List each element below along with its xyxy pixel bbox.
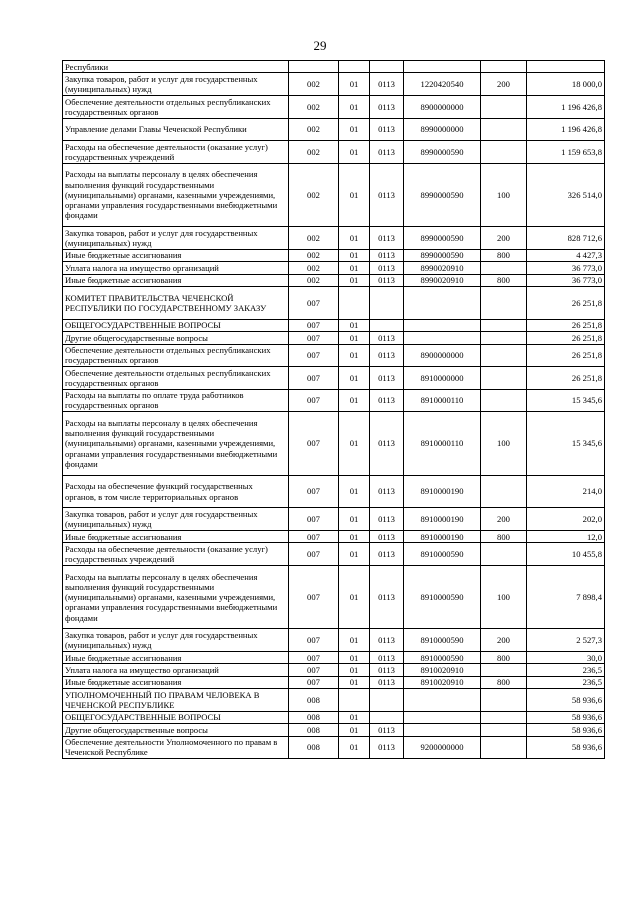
subsection-cell: 0113 (370, 141, 404, 164)
table-row (63, 61, 605, 73)
target-cell: 8910000190 (404, 508, 481, 531)
expense-type-cell (481, 689, 527, 712)
row-name-cell: ОБЩЕГОСУДАРСТВЕННЫЕ ВОПРОСЫ (63, 319, 289, 331)
table-row (63, 73, 605, 96)
sum-cell: 4 427,3 (527, 249, 605, 261)
table-row (63, 531, 605, 543)
table-row (63, 332, 605, 344)
table-row (63, 389, 605, 412)
expense-type-cell (481, 367, 527, 390)
target-cell: 8990000590 (404, 249, 481, 261)
ministry-cell: 007 (289, 543, 339, 566)
ministry-cell: 007 (289, 475, 339, 508)
expense-type-cell (481, 332, 527, 344)
table-row (63, 676, 605, 688)
row-name-cell: Расходы на обеспечение деятельности (оказание услуг) государственных учреждений (63, 543, 289, 566)
target-cell: 8910000590 (404, 629, 481, 652)
table-row (63, 629, 605, 652)
ministry-cell: 007 (289, 412, 339, 475)
section-cell: 01 (339, 736, 370, 759)
section-cell: 01 (339, 367, 370, 390)
subsection-cell: 0113 (370, 736, 404, 759)
subsection-cell: 0113 (370, 412, 404, 475)
target-cell (404, 332, 481, 344)
row-name-cell: Иные бюджетные ассигнования (63, 676, 289, 688)
section-cell: 01 (339, 412, 370, 475)
subsection-cell: 0113 (370, 367, 404, 390)
ministry-cell: 007 (289, 664, 339, 676)
page-number: 29 (313, 38, 327, 53)
row-name-cell: Расходы на выплаты персоналу в целях обеспечения выполнения функций государственными (муниципальными) органами, казенными учреждениями, органами управления государственными внебюджетными фондами (63, 566, 289, 629)
table-row (63, 475, 605, 508)
subsection-cell: 0113 (370, 531, 404, 543)
section-cell: 01 (339, 118, 370, 141)
ministry-cell: 002 (289, 163, 339, 226)
ministry-cell: 002 (289, 249, 339, 261)
expense-type-cell (481, 543, 527, 566)
target-cell (404, 319, 481, 331)
sum-cell: 1 196 426,8 (527, 95, 605, 118)
table-row (63, 566, 605, 629)
target-cell: 8910000190 (404, 531, 481, 543)
sum-cell: 1 159 653,8 (527, 141, 605, 164)
target-cell: 8910000590 (404, 543, 481, 566)
expense-type-cell: 800 (481, 531, 527, 543)
table-row (63, 163, 605, 226)
section-cell: 01 (339, 249, 370, 261)
sum-cell: 26 251,8 (527, 319, 605, 331)
target-cell: 8910000590 (404, 652, 481, 664)
ministry-cell: 008 (289, 689, 339, 712)
sum-cell: 1 196 426,8 (527, 118, 605, 141)
row-name-cell: ОБЩЕГОСУДАРСТВЕННЫЕ ВОПРОСЫ (63, 711, 289, 723)
ministry-cell: 008 (289, 724, 339, 736)
sum-cell: 214,0 (527, 475, 605, 508)
row-name-cell: Расходы на выплаты персоналу в целях обеспечения выполнения функций государственными (муниципальными) органами, казенными учреждениями, органами управления государственными внебюджетными фондами (63, 163, 289, 226)
table-row (63, 319, 605, 331)
row-name-cell: Иные бюджетные ассигнования (63, 249, 289, 261)
table-row (63, 118, 605, 141)
table-row (63, 652, 605, 664)
sum-cell: 36 773,0 (527, 274, 605, 286)
target-cell (404, 711, 481, 723)
ministry-cell: 007 (289, 676, 339, 688)
ministry-cell: 002 (289, 95, 339, 118)
sum-cell: 12,0 (527, 531, 605, 543)
subsection-cell: 0113 (370, 389, 404, 412)
sum-cell: 58 936,6 (527, 724, 605, 736)
expense-type-cell (481, 95, 527, 118)
table-row (63, 508, 605, 531)
row-name-cell: Иные бюджетные ассигнования (63, 531, 289, 543)
row-name-cell: Закупка товаров, работ и услуг для государственных (муниципальных) нужд (63, 227, 289, 250)
ministry-cell: 007 (289, 332, 339, 344)
ministry-cell (289, 61, 339, 73)
row-name-cell: Иные бюджетные ассигнования (63, 652, 289, 664)
ministry-cell: 007 (289, 566, 339, 629)
target-cell: 8900000000 (404, 344, 481, 367)
expense-type-cell (481, 286, 527, 319)
target-cell: 8910000190 (404, 475, 481, 508)
expense-type-cell: 100 (481, 566, 527, 629)
budget-table-body (63, 61, 605, 759)
target-cell: 8990000590 (404, 227, 481, 250)
table-row (63, 286, 605, 319)
expense-type-cell: 800 (481, 652, 527, 664)
section-cell (339, 286, 370, 319)
row-name-cell: Обеспечение деятельности отдельных республиканских государственных органов (63, 95, 289, 118)
row-name-cell: Республики (63, 61, 289, 73)
subsection-cell: 0113 (370, 118, 404, 141)
sum-cell: 10 455,8 (527, 543, 605, 566)
table-row (63, 664, 605, 676)
ministry-cell: 007 (289, 319, 339, 331)
sum-cell: 15 345,6 (527, 412, 605, 475)
subsection-cell: 0113 (370, 566, 404, 629)
subsection-cell: 0113 (370, 332, 404, 344)
section-cell: 01 (339, 163, 370, 226)
row-name-cell: УПОЛНОМОЧЕННЫЙ ПО ПРАВАМ ЧЕЛОВЕКА В ЧЕЧЕНСКОЙ РЕСПУБЛИКЕ (63, 689, 289, 712)
subsection-cell: 0113 (370, 676, 404, 688)
sum-cell: 7 898,4 (527, 566, 605, 629)
subsection-cell: 0113 (370, 344, 404, 367)
ministry-cell: 007 (289, 389, 339, 412)
section-cell: 01 (339, 262, 370, 274)
subsection-cell (370, 689, 404, 712)
section-cell: 01 (339, 95, 370, 118)
sum-cell: 26 251,8 (527, 367, 605, 390)
ministry-cell: 007 (289, 508, 339, 531)
table-row (63, 412, 605, 475)
subsection-cell: 0113 (370, 262, 404, 274)
table-row (63, 262, 605, 274)
row-name-cell: Обеспечение деятельности отдельных республиканских государственных органов (63, 367, 289, 390)
target-cell (404, 689, 481, 712)
ministry-cell: 007 (289, 367, 339, 390)
section-cell: 01 (339, 475, 370, 508)
target-cell: 8990000000 (404, 118, 481, 141)
subsection-cell: 0113 (370, 724, 404, 736)
ministry-cell: 002 (289, 141, 339, 164)
expense-type-cell (481, 664, 527, 676)
table-row (63, 543, 605, 566)
subsection-cell (370, 319, 404, 331)
target-cell: 8910000000 (404, 367, 481, 390)
row-name-cell: Уплата налога на имущество организаций (63, 664, 289, 676)
subsection-cell: 0113 (370, 508, 404, 531)
sum-cell: 26 251,8 (527, 332, 605, 344)
expense-type-cell: 200 (481, 227, 527, 250)
subsection-cell (370, 711, 404, 723)
subsection-cell: 0113 (370, 475, 404, 508)
section-cell: 01 (339, 389, 370, 412)
section-cell: 01 (339, 274, 370, 286)
subsection-cell: 0113 (370, 95, 404, 118)
target-cell: 8910020910 (404, 664, 481, 676)
table-row (63, 736, 605, 759)
section-cell: 01 (339, 664, 370, 676)
section-cell: 01 (339, 652, 370, 664)
expense-type-cell (481, 711, 527, 723)
sum-cell: 236,5 (527, 664, 605, 676)
sum-cell: 326 514,0 (527, 163, 605, 226)
section-cell: 01 (339, 508, 370, 531)
row-name-cell: Расходы на обеспечение деятельности (оказание услуг) государственных учреждений (63, 141, 289, 164)
sum-cell: 15 345,6 (527, 389, 605, 412)
target-cell: 8990020910 (404, 274, 481, 286)
table-row (63, 689, 605, 712)
sum-cell: 30,0 (527, 652, 605, 664)
sum-cell: 202,0 (527, 508, 605, 531)
table-row (63, 249, 605, 261)
section-cell: 01 (339, 629, 370, 652)
section-cell: 01 (339, 543, 370, 566)
sum-cell: 18 000,0 (527, 73, 605, 96)
sum-cell: 58 936,6 (527, 736, 605, 759)
subsection-cell: 0113 (370, 274, 404, 286)
section-cell: 01 (339, 319, 370, 331)
table-row (63, 141, 605, 164)
row-name-cell: Обеспечение деятельности отдельных республиканских государственных органов (63, 344, 289, 367)
section-cell (339, 61, 370, 73)
ministry-cell: 002 (289, 73, 339, 96)
row-name-cell: Закупка товаров, работ и услуг для государственных (муниципальных) нужд (63, 629, 289, 652)
expense-type-cell (481, 262, 527, 274)
section-cell: 01 (339, 332, 370, 344)
target-cell: 1220420540 (404, 73, 481, 96)
table-row (63, 95, 605, 118)
subsection-cell: 0113 (370, 629, 404, 652)
target-cell: 8900000000 (404, 95, 481, 118)
row-name-cell: Закупка товаров, работ и услуг для государственных (муниципальных) нужд (63, 508, 289, 531)
section-cell: 01 (339, 711, 370, 723)
expense-type-cell (481, 344, 527, 367)
subsection-cell: 0113 (370, 73, 404, 96)
expense-type-cell: 100 (481, 412, 527, 475)
ministry-cell: 002 (289, 262, 339, 274)
target-cell (404, 61, 481, 73)
expense-type-cell (481, 141, 527, 164)
subsection-cell: 0113 (370, 652, 404, 664)
table-row (63, 227, 605, 250)
row-name-cell: Уплата налога на имущество организаций (63, 262, 289, 274)
expense-type-cell (481, 118, 527, 141)
row-name-cell: Другие общегосударственные вопросы (63, 332, 289, 344)
ministry-cell: 007 (289, 344, 339, 367)
target-cell (404, 724, 481, 736)
sum-cell: 828 712,6 (527, 227, 605, 250)
expense-type-cell: 800 (481, 676, 527, 688)
section-cell: 01 (339, 141, 370, 164)
expense-type-cell (481, 736, 527, 759)
row-name-cell: Расходы на выплаты по оплате труда работников государственных органов (63, 389, 289, 412)
subsection-cell: 0113 (370, 163, 404, 226)
expense-type-cell (481, 319, 527, 331)
sum-cell: 236,5 (527, 676, 605, 688)
row-name-cell: КОМИТЕТ ПРАВИТЕЛЬСТВА ЧЕЧЕНСКОЙ РЕСПУБЛИКИ ПО ГОСУДАРСТВЕННОМУ ЗАКАЗУ (63, 286, 289, 319)
row-name-cell: Обеспечение деятельности Уполномоченного по правам в Чеченской Республике (63, 736, 289, 759)
row-name-cell: Управление делами Главы Чеченской Республики (63, 118, 289, 141)
sum-cell: 36 773,0 (527, 262, 605, 274)
expense-type-cell: 200 (481, 629, 527, 652)
sum-cell: 2 527,3 (527, 629, 605, 652)
subsection-cell (370, 286, 404, 319)
target-cell: 9200000000 (404, 736, 481, 759)
target-cell: 8910020910 (404, 676, 481, 688)
ministry-cell: 002 (289, 118, 339, 141)
subsection-cell: 0113 (370, 249, 404, 261)
sum-cell: 58 936,6 (527, 711, 605, 723)
subsection-cell: 0113 (370, 543, 404, 566)
ministry-cell: 002 (289, 274, 339, 286)
expense-type-cell: 800 (481, 274, 527, 286)
row-name-cell: Закупка товаров, работ и услуг для государственных (муниципальных) нужд (63, 73, 289, 96)
expense-type-cell (481, 389, 527, 412)
expense-type-cell (481, 475, 527, 508)
section-cell: 01 (339, 227, 370, 250)
section-cell: 01 (339, 566, 370, 629)
target-cell: 8910000110 (404, 412, 481, 475)
ministry-cell: 007 (289, 629, 339, 652)
expense-type-cell (481, 61, 527, 73)
target-cell: 8910000590 (404, 566, 481, 629)
expense-type-cell (481, 724, 527, 736)
ministry-cell: 008 (289, 711, 339, 723)
expense-type-cell: 200 (481, 508, 527, 531)
ministry-cell: 008 (289, 736, 339, 759)
row-name-cell: Другие общегосударственные вопросы (63, 724, 289, 736)
sum-cell: 26 251,8 (527, 286, 605, 319)
ministry-cell: 007 (289, 652, 339, 664)
section-cell (339, 689, 370, 712)
ministry-cell: 007 (289, 286, 339, 319)
budget-table (62, 60, 605, 759)
table-row (63, 724, 605, 736)
expense-type-cell: 100 (481, 163, 527, 226)
target-cell: 8990020910 (404, 262, 481, 274)
section-cell: 01 (339, 724, 370, 736)
section-cell: 01 (339, 676, 370, 688)
target-cell: 8990000590 (404, 141, 481, 164)
section-cell: 01 (339, 344, 370, 367)
target-cell: 8990000590 (404, 163, 481, 226)
expense-type-cell: 200 (481, 73, 527, 96)
expense-type-cell: 800 (481, 249, 527, 261)
section-cell: 01 (339, 531, 370, 543)
section-cell: 01 (339, 73, 370, 96)
table-row (63, 274, 605, 286)
sum-cell (527, 61, 605, 73)
row-name-cell: Расходы на обеспечение функций государственных органов, в том числе территориальных органов (63, 475, 289, 508)
target-cell (404, 286, 481, 319)
table-row (63, 711, 605, 723)
target-cell: 8910000110 (404, 389, 481, 412)
sum-cell: 26 251,8 (527, 344, 605, 367)
subsection-cell: 0113 (370, 227, 404, 250)
table-row (63, 344, 605, 367)
ministry-cell: 007 (289, 531, 339, 543)
ministry-cell: 002 (289, 227, 339, 250)
subsection-cell: 0113 (370, 664, 404, 676)
row-name-cell: Расходы на выплаты персоналу в целях обеспечения выполнения функций государственными (муниципальными) органами, казенными учреждениями, органами управления государственными внебюджетными фондами (63, 412, 289, 475)
table-row (63, 367, 605, 390)
sum-cell: 58 936,6 (527, 689, 605, 712)
subsection-cell (370, 61, 404, 73)
row-name-cell: Иные бюджетные ассигнования (63, 274, 289, 286)
